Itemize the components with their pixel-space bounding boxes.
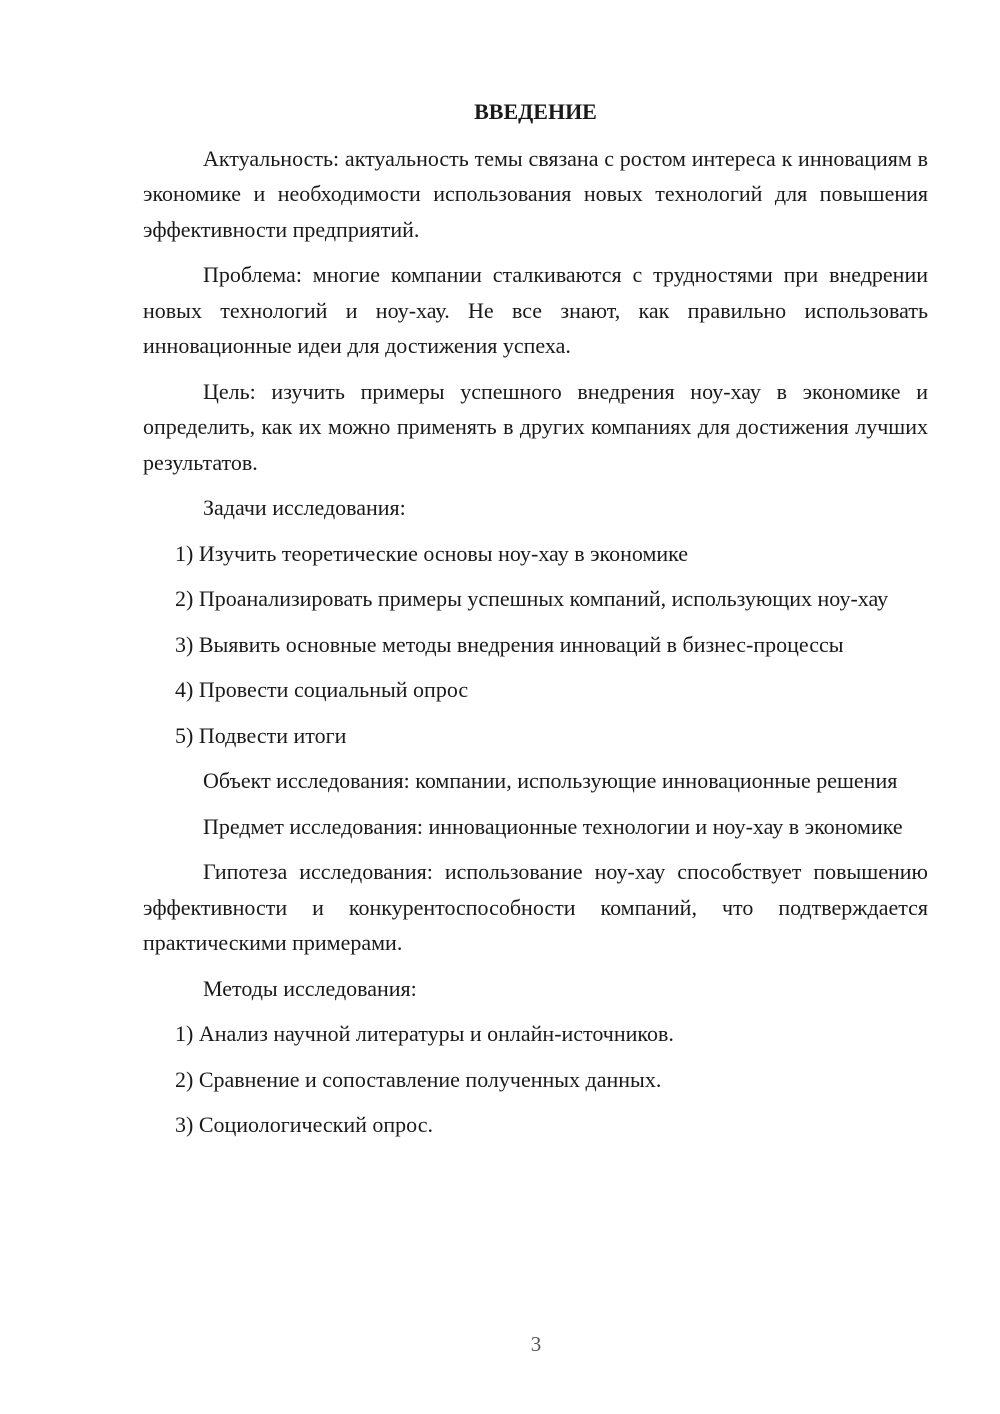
- hypothesis-paragraph: Гипотеза исследования: использование ноу-хау способствует повышению эффективности и конкурентоспособности компаний, что подтверждается практическими примерами.: [143, 859, 928, 955]
- task-item: 4) Провести социальный опрос: [175, 677, 469, 702]
- method-item: 3) Социологический опрос.: [175, 1112, 433, 1137]
- task-item: 2) Проанализировать примеры успешных компаний, использующих ноу-хау: [175, 586, 889, 611]
- relevance-paragraph: Актуальность: актуальность темы связана с ростом интереса к инновациям в экономике и необходимости использования новых технологий для повышения эффективности предприятий.: [143, 145, 928, 242]
- problem-paragraph: Проблема: многие компании сталкиваются с трудностями при внедрении новых технологий и ноу-хау. Не все знают, как правильно использовать инновационные идеи для достижения успеха.: [143, 262, 928, 358]
- task-item: 1) Изучить теоретические основы ноу-хау в экономике: [175, 540, 689, 566]
- method-item: 2) Сравнение и сопоставление полученных данных.: [175, 1066, 662, 1092]
- method-item: 1) Анализ научной литературы и онлайн-источников.: [175, 1021, 674, 1046]
- document-body: [143, 94, 928, 1153]
- task-item: 3) Выявить основные методы внедрения инноваций в бизнес-процессы: [175, 631, 844, 657]
- methods-heading: Методы исследования:: [203, 975, 417, 1001]
- goal-paragraph: Цель: изучить примеры успешного внедрения ноу-хау в экономике и определить, как их можно применять в других компаниях для достижения лучших результатов.: [143, 378, 928, 475]
- tasks-heading: Задачи исследования:: [203, 495, 406, 520]
- object-paragraph: Объект исследования: компании, использующие инновационные решения: [203, 768, 898, 793]
- page-number: 3: [530, 1332, 542, 1356]
- page-title: ВВЕДЕНИЕ: [474, 99, 597, 124]
- task-item: 5) Подвести итоги: [175, 722, 347, 748]
- subject-paragraph: Предмет исследования: инновационные технологии и ноу-хау в экономике: [203, 813, 903, 839]
